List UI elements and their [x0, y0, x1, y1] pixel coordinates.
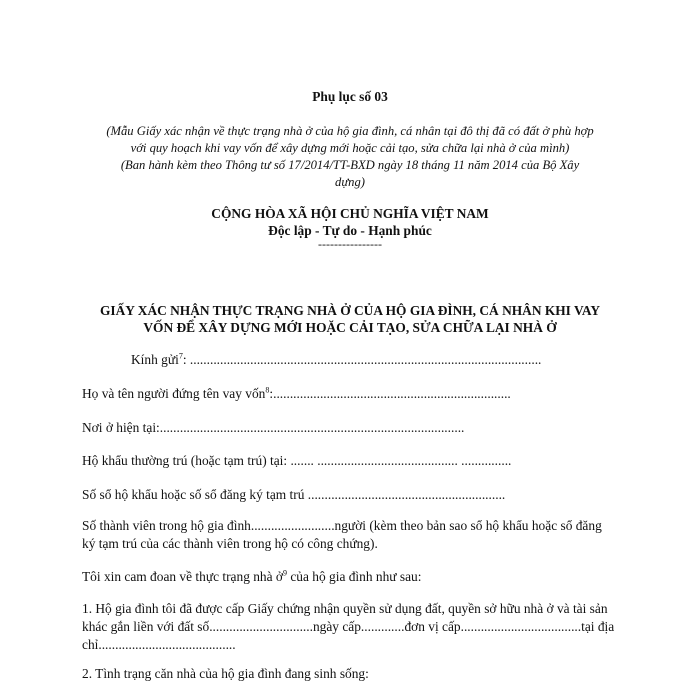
divider: ----------------: [318, 237, 382, 251]
form-title-line-1: GIẤY XÁC NHẬN THỰC TRẠNG NHÀ Ở CỦA HỘ GIA ĐÌNH, CÁ NHÂN KHI VAY: [99, 303, 601, 318]
kinh-gui-blank: : .........................................................................................................: [182, 352, 542, 367]
item-2-house-status: 2. Tình trạng căn nhà của hộ gia đình đang sinh sống:: [82, 666, 369, 681]
household-registration-field: Hộ khẩu thường trú (hoặc tạm trú) tại: ....... .......................................... ...............: [82, 453, 512, 468]
kinh-gui-field: [131, 352, 601, 368]
borrower-name-label: Họ và tên người đứng tên vay vốn: [82, 386, 266, 401]
item-1-certificate: 1. Hộ gia đình tôi đã được cấp Giấy chứng nhận quyền sử dụng đất, quyền sở hữu nhà ở và tài sản khác gắn liền với đất số...............................ngày cấp.............đơn vị cấp....................................tại địa chỉ.........................................: [82, 601, 615, 652]
borrower-name-blank: :.......................................................................: [269, 386, 511, 401]
footnote-9: 9: [283, 568, 288, 578]
commitment-statement: [82, 569, 622, 585]
subtitle-line-1: (Mẫu Giấy xác nhận về thực trạng nhà ở của hộ gia đình, cá nhân tại đô thị đã có đất ở phù hợp: [106, 124, 594, 138]
commitment-label: Tôi xin cam đoan về thực trạng nhà ở: [82, 569, 284, 584]
borrower-name-field: [82, 386, 622, 402]
kinh-gui-label: Kính gửi: [131, 352, 179, 367]
household-members-field: Số thành viên trong hộ gia đình.........................người (kèm theo bản sao sổ hộ khẩu hoặc sổ đăng ký tạm trú của các thành viên trong hộ có công chứng).: [82, 518, 602, 551]
country-header: CỘNG HÒA XÃ HỘI CHỦ NGHĨA VIỆT NAM: [211, 206, 489, 221]
subtitle-line-2: với quy hoạch khi vay vốn để xây dựng mới hoặc cải tạo, sửa chữa lại nhà ở của mình): [130, 141, 570, 155]
motto: Độc lập - Tự do - Hạnh phúc: [268, 223, 432, 238]
footnote-8: 8: [265, 385, 270, 395]
footnote-7: 7: [178, 351, 183, 361]
current-residence-field: Nơi ở hiện tại:...........................................................................................: [82, 420, 465, 435]
appendix-title: Phụ lục số 03: [312, 89, 388, 104]
commitment-rest: của hộ gia đình như sau:: [287, 569, 422, 584]
issued-line-1: (Ban hành kèm theo Thông tư số 17/2014/TT-BXD ngày 18 tháng 11 năm 2014 của Bộ Xây: [120, 158, 580, 172]
registration-book-number-field: Số sổ hộ khẩu hoặc số sổ đăng ký tạm trú ...........................................................: [82, 487, 506, 502]
form-title-line-2: VỐN ĐỂ XÂY DỰNG MỚI HOẶC CẢI TẠO, SỬA CHỮA LẠI NHÀ Ở: [143, 320, 557, 335]
issued-line-2: dựng): [335, 175, 365, 189]
